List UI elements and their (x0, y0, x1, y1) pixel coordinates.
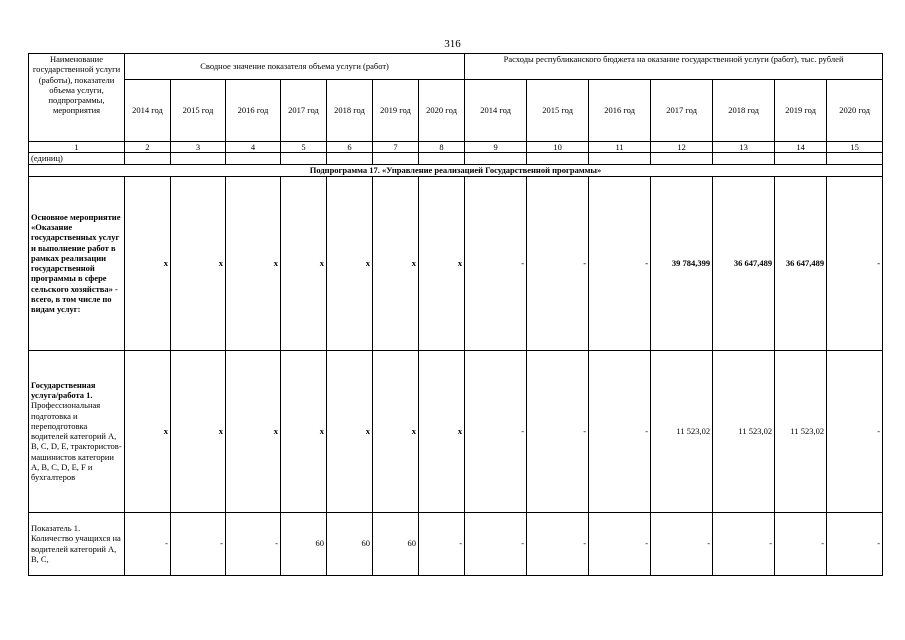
table-row (29, 350, 883, 512)
column-number: 3 (171, 142, 226, 153)
expense-cell: 39 784,399 (651, 176, 713, 350)
volume-cell: x (226, 176, 281, 350)
expense-cell: - (465, 176, 527, 350)
expense-cell: 11 523,02 (651, 350, 713, 512)
expense-cell: - (527, 350, 589, 512)
services-table (28, 53, 883, 576)
header-year: 2015 год (171, 80, 226, 142)
header-expense-group: Расходы республиканского бюджета на оказание государственной услуги (работ), тыс. рублей (465, 54, 883, 80)
header-year: 2016 год (226, 80, 281, 142)
column-number: 1 (29, 142, 125, 153)
column-number: 11 (589, 142, 651, 153)
column-number: 14 (775, 142, 827, 153)
row-label-bold: Государственная услуга/работа 1. (31, 379, 96, 400)
volume-cell: x (281, 176, 327, 350)
header-year: 2016 год (589, 80, 651, 142)
volume-cell: - (419, 512, 465, 575)
expense-cell: - (651, 512, 713, 575)
column-number: 7 (373, 142, 419, 153)
expense-cell: - (827, 350, 883, 512)
expense-cell: - (827, 176, 883, 350)
column-number: 6 (327, 142, 373, 153)
volume-cell: - (125, 512, 171, 575)
volume-cell: x (327, 176, 373, 350)
units-label: (единиц) (29, 153, 125, 164)
header-year: 2019 год (373, 80, 419, 142)
expense-cell: 11 523,02 (713, 350, 775, 512)
column-number: 13 (713, 142, 775, 153)
header-year: 2014 год (125, 80, 171, 142)
column-number: 4 (226, 142, 281, 153)
expense-cell: 11 523,02 (775, 350, 827, 512)
column-number: 8 (419, 142, 465, 153)
table-row (29, 176, 883, 350)
expense-cell: - (713, 512, 775, 575)
volume-cell: x (281, 350, 327, 512)
volume-cell: x (327, 350, 373, 512)
header-year: 2020 год (827, 80, 883, 142)
expense-cell: 36 647,489 (713, 176, 775, 350)
header-year: 2017 год (651, 80, 713, 142)
expense-cell: - (465, 350, 527, 512)
row-label (29, 350, 125, 512)
volume-cell: - (226, 512, 281, 575)
volume-cell: x (171, 176, 226, 350)
expense-cell: 36 647,489 (775, 176, 827, 350)
volume-cell: x (419, 350, 465, 512)
volume-cell: 60 (373, 512, 419, 575)
volume-cell: - (171, 512, 226, 575)
volume-cell: x (226, 350, 281, 512)
volume-cell: x (125, 350, 171, 512)
expense-cell: - (775, 512, 827, 575)
column-number: 10 (527, 142, 589, 153)
header-year: 2020 год (419, 80, 465, 142)
row-label-text: Профессиональная подготовка и переподготовка водителей категорий А, В, С, D, Е, трактористов-машинистов категории А, В, С, D, Е, F и бухгалтеров (31, 400, 122, 483)
header-year: 2017 год (281, 80, 327, 142)
column-number: 9 (465, 142, 527, 153)
expense-cell: - (527, 512, 589, 575)
volume-cell: x (125, 176, 171, 350)
subprogram-title: Подпрограмма 17. «Управление реализацией Государственной программы» (29, 164, 883, 176)
header-year: 2015 год (527, 80, 589, 142)
header-name-column: Наименование государственной услуги (работы), показатели объема услуги, подпрограммы, мероприятия (29, 54, 125, 142)
column-number: 15 (827, 142, 883, 153)
expense-cell: - (527, 176, 589, 350)
volume-cell: x (419, 176, 465, 350)
header-year: 2018 год (327, 80, 373, 142)
expense-cell: - (589, 176, 651, 350)
header-volume-group: Сводное значение показателя объема услуги (работ) (125, 54, 465, 80)
volume-cell: 60 (281, 512, 327, 575)
expense-cell: - (465, 512, 527, 575)
expense-cell: - (589, 512, 651, 575)
page-number: 316 (444, 38, 461, 50)
volume-cell: x (373, 350, 419, 512)
row-label: Основное мероприятие «Оказание государственных услуг и выполнение работ в рамках реализации государственной программы в сфере сельского хозяйства» - всего, в том числе по видам услуг: (29, 176, 125, 350)
column-number: 2 (125, 142, 171, 153)
table-row (29, 512, 883, 575)
expense-cell: - (589, 350, 651, 512)
column-number: 12 (651, 142, 713, 153)
header-year: 2018 год (713, 80, 775, 142)
volume-cell: 60 (327, 512, 373, 575)
volume-cell: x (373, 176, 419, 350)
header-year: 2014 год (465, 80, 527, 142)
volume-cell: x (171, 350, 226, 512)
column-number: 5 (281, 142, 327, 153)
expense-cell: - (827, 512, 883, 575)
header-year: 2019 год (775, 80, 827, 142)
row-label: Показатель 1. Количество учащихся на водителей категорий А, В, С, (29, 512, 125, 575)
